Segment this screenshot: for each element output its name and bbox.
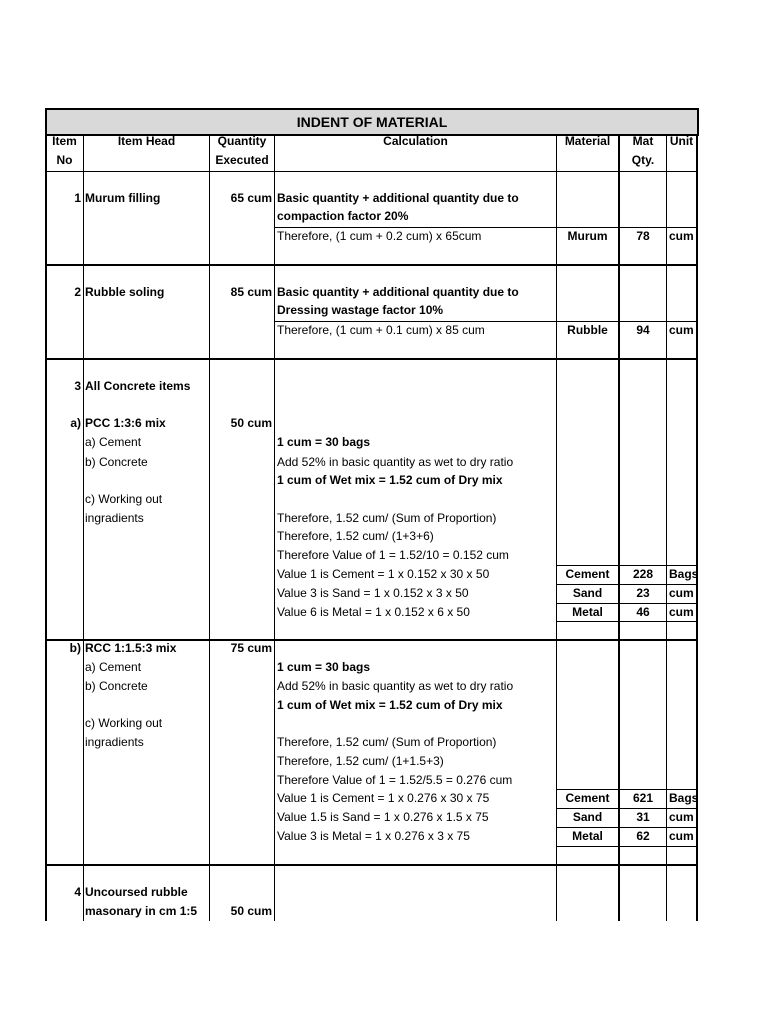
calculation-line: Dressing wastage factor 10% [277,303,444,317]
grid-line [45,171,697,172]
material-qty: 94 [636,323,650,337]
calculation-line: Basic quantity + additional quantity due to [277,285,519,299]
header-calculation: Calculation [383,134,448,148]
item-number: 3 [74,379,81,393]
item-head: All Concrete items [85,379,191,393]
calculation-line: 1 cum = 30 bags [277,435,371,449]
material-unit: Bags [669,567,699,581]
material-qty: 621 [632,791,654,805]
header-quantity: Quantity [217,134,267,148]
grid-line [209,134,210,921]
grid-line [666,134,667,921]
material-qty: 228 [632,567,654,581]
calculation-line: 1 cum of Wet mix = 1.52 cum of Dry mix [277,473,503,487]
header-item-no: Item [52,134,77,148]
calculation-line: Add 52% in basic quantity as wet to dry ratio [277,455,514,469]
sub-item-text: ingradients [85,735,144,749]
indent-of-material-sheet [45,108,699,921]
quantity-executed: 65 cum [230,191,272,205]
calculation-line: Value 1 is Cement = 1 x 0.152 x 30 x 50 [277,567,490,581]
header-mat-qty: Qty. [631,153,655,167]
grid-line [45,864,697,866]
sub-item-text: c) Working out [85,492,163,506]
quantity-executed: 75 cum [230,641,272,655]
calculation-line: Value 3 is Sand = 1 x 0.152 x 3 x 50 [277,586,469,600]
calculation-line: Therefore, (1 cum + 0.2 cum) x 65cum [277,229,482,243]
material-name: Murum [567,229,608,243]
item-number: 4 [74,885,81,899]
material-qty: 62 [636,829,650,843]
material-name: Cement [565,791,610,805]
grid-line [45,358,697,360]
calculation-line: compaction factor 20% [277,209,409,223]
header-item-no: No [56,153,73,167]
sub-item-head: PCC 1:3:6 mix [85,416,166,430]
item-head: masonary in cm 1:5 [85,904,198,918]
material-name: Metal [572,605,603,619]
grid-line [274,134,275,921]
calculation-line: Therefore Value of 1 = 1.52/5.5 = 0.276 cum [277,773,513,787]
material-qty: 23 [636,586,650,600]
sub-item-text: ingradients [85,511,144,525]
calculation-line: Therefore, 1.52 cum/ (1+3+6) [277,529,434,543]
calculation-line: Value 6 is Metal = 1 x 0.152 x 6 x 50 [277,605,470,619]
grid-line [45,264,697,266]
calculation-line: Value 1.5 is Sand = 1 x 0.276 x 1.5 x 75 [277,810,489,824]
item-head: Rubble soling [85,285,165,299]
calculation-line: Therefore Value of 1 = 1.52/10 = 0.152 cum [277,548,509,562]
material-name: Sand [572,586,603,600]
material-unit: cum [669,605,694,619]
calculation-line: Value 1 is Cement = 1 x 0.276 x 30 x 75 [277,791,490,805]
material-qty: 78 [636,229,650,243]
sub-item-text: c) Working out [85,716,163,730]
sub-item-text: b) Concrete [85,679,148,693]
material-name: Sand [572,810,603,824]
material-name: Rubble [567,323,608,337]
grid-line [556,846,697,847]
calculation-line: 1 cum = 30 bags [277,660,371,674]
header-quantity: Executed [215,153,269,167]
calculation-line: Therefore, 1.52 cum/ (1+1.5+3) [277,754,444,768]
item-head: Uncoursed rubble [85,885,188,899]
grid-line [45,134,47,921]
quantity-executed: 50 cum [230,416,272,430]
calculation-line: Therefore, (1 cum + 0.1 cum) x 85 cum [277,323,485,337]
material-unit: Bags [669,791,699,805]
material-unit: cum [669,810,694,824]
material-qty: 46 [636,605,650,619]
sub-item-text: b) Concrete [85,455,148,469]
material-name: Cement [565,567,610,581]
sub-item-head: RCC 1:1.5:3 mix [85,641,177,655]
header-unit: Unit [669,134,694,148]
item-number: 1 [74,191,81,205]
header-mat-qty: Mat [632,134,654,148]
material-unit: cum [669,229,694,243]
sheet-title: INDENT OF MATERIAL [45,108,699,136]
quantity-executed: 50 cum [230,904,272,918]
item-number: 2 [74,285,81,299]
calculation-line: Value 3 is Metal = 1 x 0.276 x 3 x 75 [277,829,470,843]
material-unit: cum [669,829,694,843]
quantity-executed: 85 cum [230,285,272,299]
material-name: Metal [572,829,603,843]
header-material: Material [564,134,611,148]
calculation-line: Therefore, 1.52 cum/ (Sum of Proportion) [277,511,497,525]
calculation-line: Therefore, 1.52 cum/ (Sum of Proportion) [277,735,497,749]
header-item-head: Item Head [117,134,176,148]
calculation-line: 1 cum of Wet mix = 1.52 cum of Dry mix [277,698,503,712]
material-qty: 31 [636,810,650,824]
item-head: Murum filling [85,191,161,205]
sub-item-label: b) [69,641,81,655]
grid-line [83,134,84,921]
calculation-line: Basic quantity + additional quantity due to [277,191,519,205]
material-unit: cum [669,586,694,600]
material-unit: cum [669,323,694,337]
sub-item-label: a) [70,416,81,430]
sub-item-text: a) Cement [85,660,142,674]
sub-item-text: a) Cement [85,435,142,449]
calculation-line: Add 52% in basic quantity as wet to dry ratio [277,679,514,693]
